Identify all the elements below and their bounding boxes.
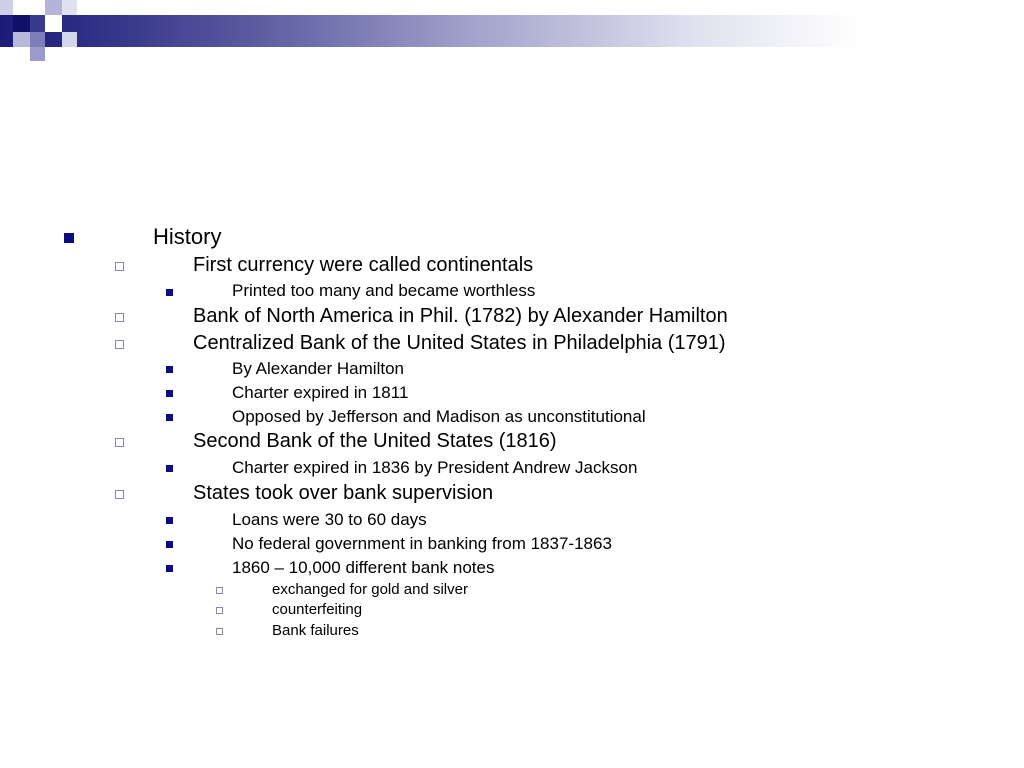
outline-item: Charter expired in 1811 xyxy=(232,383,409,402)
bullet-hollow-square-icon xyxy=(216,628,223,635)
bullet-hollow-square-icon xyxy=(115,438,124,447)
outline-item: exchanged for gold and silver xyxy=(272,581,468,598)
bullet-hollow-square-icon xyxy=(115,262,124,271)
bullet-hollow-square-icon xyxy=(115,313,124,322)
outline-item: Charter expired in 1836 by President Andrew Jackson xyxy=(232,458,638,477)
bullet-filled-square-icon xyxy=(166,414,173,421)
bullet-filled-square-icon xyxy=(166,565,173,572)
outline-item: Opposed by Jefferson and Madison as unconstitutional xyxy=(232,407,646,426)
bullet-filled-square-icon xyxy=(166,390,173,397)
outline-item: 1860 – 10,000 different bank notes xyxy=(232,558,495,577)
outline-item: By Alexander Hamilton xyxy=(232,359,404,378)
outline-item: Loans were 30 to 60 days xyxy=(232,510,427,529)
bullet-filled-square-icon xyxy=(166,517,173,524)
outline-item: Bank failures xyxy=(272,622,359,639)
bullet-filled-square-icon xyxy=(166,366,173,373)
outline-item: History xyxy=(153,224,222,249)
outline-item: counterfeiting xyxy=(272,601,363,618)
bullet-hollow-square-icon xyxy=(115,340,124,349)
bullet-hollow-square-icon xyxy=(216,587,223,594)
outline-item: First currency were called continentals xyxy=(193,254,534,276)
outline-item: States took over bank supervision xyxy=(193,482,494,504)
bullet-filled-square-icon xyxy=(166,541,173,548)
outline-item: Printed too many and became worthless xyxy=(232,281,536,300)
outline-item: Second Bank of the United States (1816) xyxy=(193,430,557,452)
outline-item: No federal government in banking from 1837-1863 xyxy=(232,534,612,553)
bullet-hollow-square-icon xyxy=(216,607,223,614)
bullet-filled-square-icon xyxy=(166,289,173,296)
outline-item: Bank of North America in Phil. (1782) by Alexander Hamilton xyxy=(193,305,728,327)
bullet-filled-square-icon xyxy=(166,465,173,472)
bullet-hollow-square-icon xyxy=(115,490,124,499)
outline-item: Centralized Bank of the United States in Philadelphia (1791) xyxy=(193,332,726,354)
bullet-filled-square-icon xyxy=(64,233,74,243)
